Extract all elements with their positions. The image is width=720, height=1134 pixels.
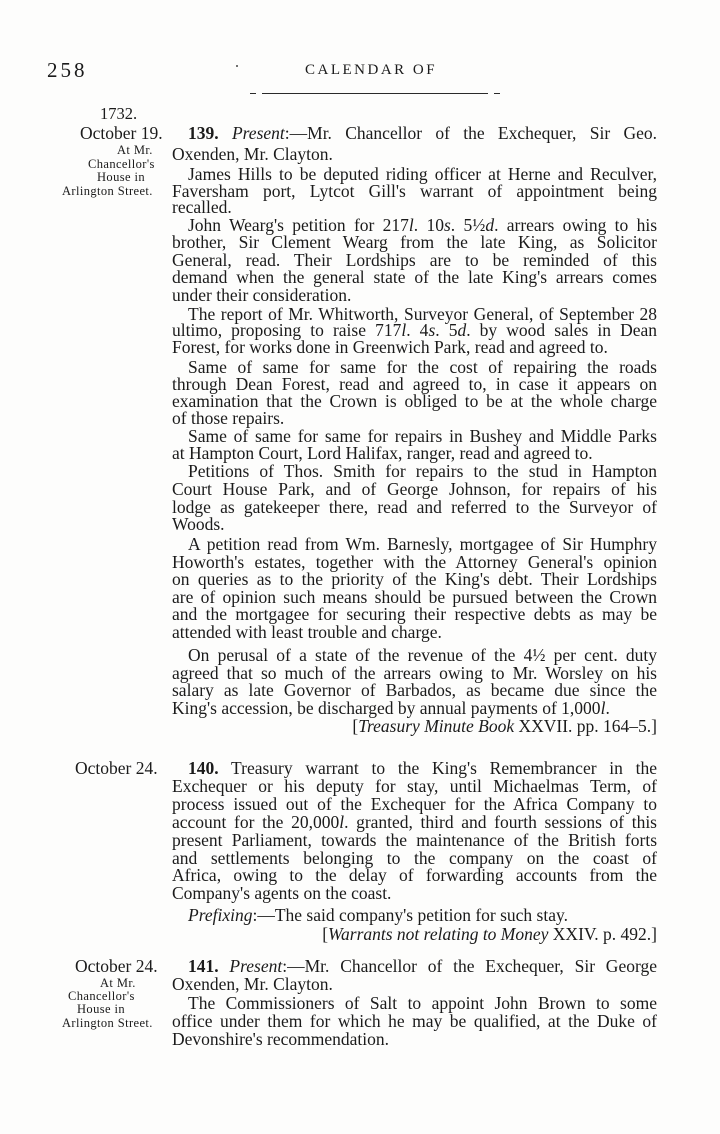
text-run: XXIV. p. 492.] [548, 924, 657, 944]
text-run: Court House Park, and of George Johnson, for repairs of his [172, 479, 657, 499]
margin-date: October 24. [75, 758, 158, 778]
text-run: Woods. [172, 514, 225, 534]
text-run: Africa, owing to the delay of forwarding accounts from the [172, 865, 657, 885]
italic-text: d [457, 320, 467, 340]
text-line [172, 498, 657, 516]
text-run: on queries as to the priority of the King's debt. Their Lordships [172, 569, 657, 589]
paragraph-first-line [188, 462, 657, 480]
paragraph-first-line [188, 124, 657, 142]
text-line [172, 1030, 657, 1048]
text-run: office under them for which he may be qualified, at the Duke of [172, 1011, 657, 1031]
text-run: :—The said company's petition for such stay. [252, 905, 568, 925]
source-citation [172, 717, 657, 735]
text-line [172, 884, 657, 902]
text-line [172, 605, 657, 623]
italic-text: Warrants not relating to Money [328, 924, 549, 944]
entry-number: 140. [188, 758, 219, 778]
text-line [172, 1012, 657, 1030]
text-run: XXVII. pp. 164–5.] [514, 716, 657, 736]
text-run: :—Mr. Chancellor of the Exchequer, Sir George [282, 956, 657, 976]
text-run: General, read. Their Lordships are to be reminded of this [172, 250, 657, 270]
text-run: are of opinion such means should be pursued between the Crown [172, 587, 657, 607]
text-line [172, 623, 657, 641]
text-run: at Hampton Court, Lord Halifax, ranger, read and agreed to. [172, 443, 593, 463]
italic-text: s [443, 215, 451, 235]
text-run: and settlements belonging to the company on the coast of [172, 848, 657, 868]
paragraph-first-line [188, 759, 657, 777]
paragraph-first-line [188, 994, 657, 1012]
text-line [172, 286, 657, 304]
text-run: . 5½ [450, 215, 486, 235]
margin-place-note: Arlington Street. [62, 1016, 153, 1030]
running-title: CALENDAR OF [305, 62, 438, 78]
text-line [172, 268, 657, 286]
text-run: The Commissioners of Salt to appoint John Brown to some [188, 993, 657, 1013]
text-run: Company's agents on the coast. [172, 883, 392, 903]
text-run: . 10 [413, 215, 444, 235]
text-line [172, 444, 657, 462]
margin-place-note: House in [97, 170, 145, 184]
italic-text: d [485, 215, 495, 235]
text-run: Exchequer or his deputy for stay, until Michaelmas Term, of [172, 776, 657, 796]
text-line [172, 975, 657, 993]
text-run: attended with least trouble and charge. [172, 622, 442, 642]
year-heading: 1732. [100, 104, 138, 123]
margin-place-note: Chancellor's [68, 989, 135, 1003]
text-run: process issued out of the Exchequer for the Africa Company to [172, 794, 657, 814]
margin-place-note: Chancellor's [88, 157, 155, 171]
italic-text: Treasury Minute Book [358, 716, 515, 736]
text-line [172, 813, 657, 831]
text-line [172, 866, 657, 884]
text-run: present Parliament, towards the maintenance of the British forts [172, 830, 657, 850]
text-run [219, 956, 230, 976]
text-run: On perusal of a state of the revenue of the 4½ per cent. duty [188, 645, 657, 665]
text-run: salary as late Governor of Barbados, as became due since the [172, 680, 657, 700]
text-line [172, 795, 657, 813]
text-line [172, 338, 657, 356]
text-run: Same of same for same for repairs in Bushey and Middle Parks [188, 426, 657, 446]
text-run: Faversham port, Lytcot Gill's warrant of appointment being [172, 181, 657, 201]
text-run: King's accession, be discharged by annual payments of 1,000 [172, 698, 601, 718]
text-run: under their consideration. [172, 285, 352, 305]
text-line [172, 198, 657, 216]
text-line [172, 145, 657, 163]
text-line [172, 233, 657, 251]
text-run: Treasury warrant to the King's Remembrancer in the [218, 758, 657, 778]
text-line [172, 409, 657, 427]
text-run: Howorth's estates, together with the Attorney General's opinion [172, 552, 657, 572]
paragraph-first-line [188, 535, 657, 553]
italic-text: Prefixing [188, 905, 253, 925]
text-run: Forest, for works done in Greenwich Park, read and agreed to. [172, 337, 608, 357]
text-run: brother, Sir Clement Wearg from the late King, as Solicitor [172, 232, 657, 252]
text-run: examination that the Crown is obliged to be at the whole charge [172, 391, 657, 411]
text-run: Devonshire's recommendation. [172, 1029, 389, 1049]
text-run: . arrears owing to his [494, 215, 658, 235]
text-run: ultimo, proposing to raise 717 [172, 320, 402, 340]
paragraph-first-line [188, 957, 657, 975]
text-run: Oxenden, Mr. Clayton. [172, 974, 333, 994]
text-line [172, 570, 657, 588]
italic-text: s [428, 320, 436, 340]
text-run: A petition read from Wm. Barnesly, mortgagee of Sir Humphry [188, 534, 657, 554]
text-run: [ [322, 924, 329, 944]
text-line [172, 777, 657, 795]
margin-place-note: House in [77, 1002, 125, 1016]
text-run: recalled. [172, 197, 232, 217]
text-run: lodge as gatekeeper there, read and referred to the Surveyor of [172, 497, 657, 517]
margin-place-note: At Mr. [100, 976, 136, 990]
margin-date: October 19. [80, 123, 163, 143]
margin-place-note: Arlington Street. [62, 184, 153, 198]
italic-text: l [401, 320, 407, 340]
italic-text: l [408, 215, 414, 235]
text-line [172, 681, 657, 699]
text-run: . granted, third and fourth sessions of this [344, 812, 657, 832]
source-citation [172, 925, 657, 943]
text-run: demand when the general state of the late King's arrears comes [172, 267, 657, 287]
paragraph-first-line [188, 906, 657, 924]
entry-number: 141. [188, 956, 219, 976]
text-run: . by wood sales in Dean [466, 320, 657, 340]
text-run: of those repairs. [172, 408, 285, 428]
text-run: Petitions of Thos. Smith for repairs to the stud in Hampton [188, 461, 657, 481]
text-run: . 5 [435, 320, 458, 340]
italic-text: l [600, 698, 606, 718]
paragraph-first-line [188, 646, 657, 664]
header-rule-left-dash [250, 93, 256, 94]
page-number: 258 [47, 58, 88, 82]
italic-text: Present [229, 956, 283, 976]
text-run: account for the 20,000 [172, 812, 340, 832]
italic-text: Present [231, 123, 285, 143]
text-line [172, 699, 657, 717]
text-run [219, 123, 232, 143]
text-line [172, 831, 657, 849]
header-rule-right-dash [494, 93, 500, 94]
text-run: :—Mr. Chancellor of the Exchequer, Sir Geo. [284, 123, 658, 143]
text-run: agreed that so much of the arrears owing to Mr. Worsley on his [172, 663, 657, 683]
text-run: . 4 [406, 320, 429, 340]
text-run: [ [352, 716, 359, 736]
text-run: The report of Mr. Whitworth, Surveyor General, of September 28 [188, 304, 657, 324]
print-speck [236, 65, 238, 67]
text-line [172, 515, 657, 533]
text-run: and the mortgagee for securing their respective debts as may be [172, 604, 657, 624]
text-line [172, 480, 657, 498]
entry-number: 139. [188, 123, 219, 143]
text-run: through Dean Forest, read and agreed to, in case it appears on [172, 374, 657, 394]
text-run: Same of same for same for the cost of repairing the roads [188, 357, 657, 377]
header-rule [262, 93, 488, 94]
margin-place-note: At Mr. [117, 143, 153, 157]
margin-date: October 24. [75, 956, 158, 976]
italic-text: l [339, 812, 345, 832]
text-run: James Hills to be deputed riding officer at Herne and Reculver, [188, 164, 657, 184]
text-run: . [605, 698, 610, 718]
text-run: Oxenden, Mr. Clayton. [172, 144, 333, 164]
text-run: John Wearg's petition for 217 [188, 215, 409, 235]
